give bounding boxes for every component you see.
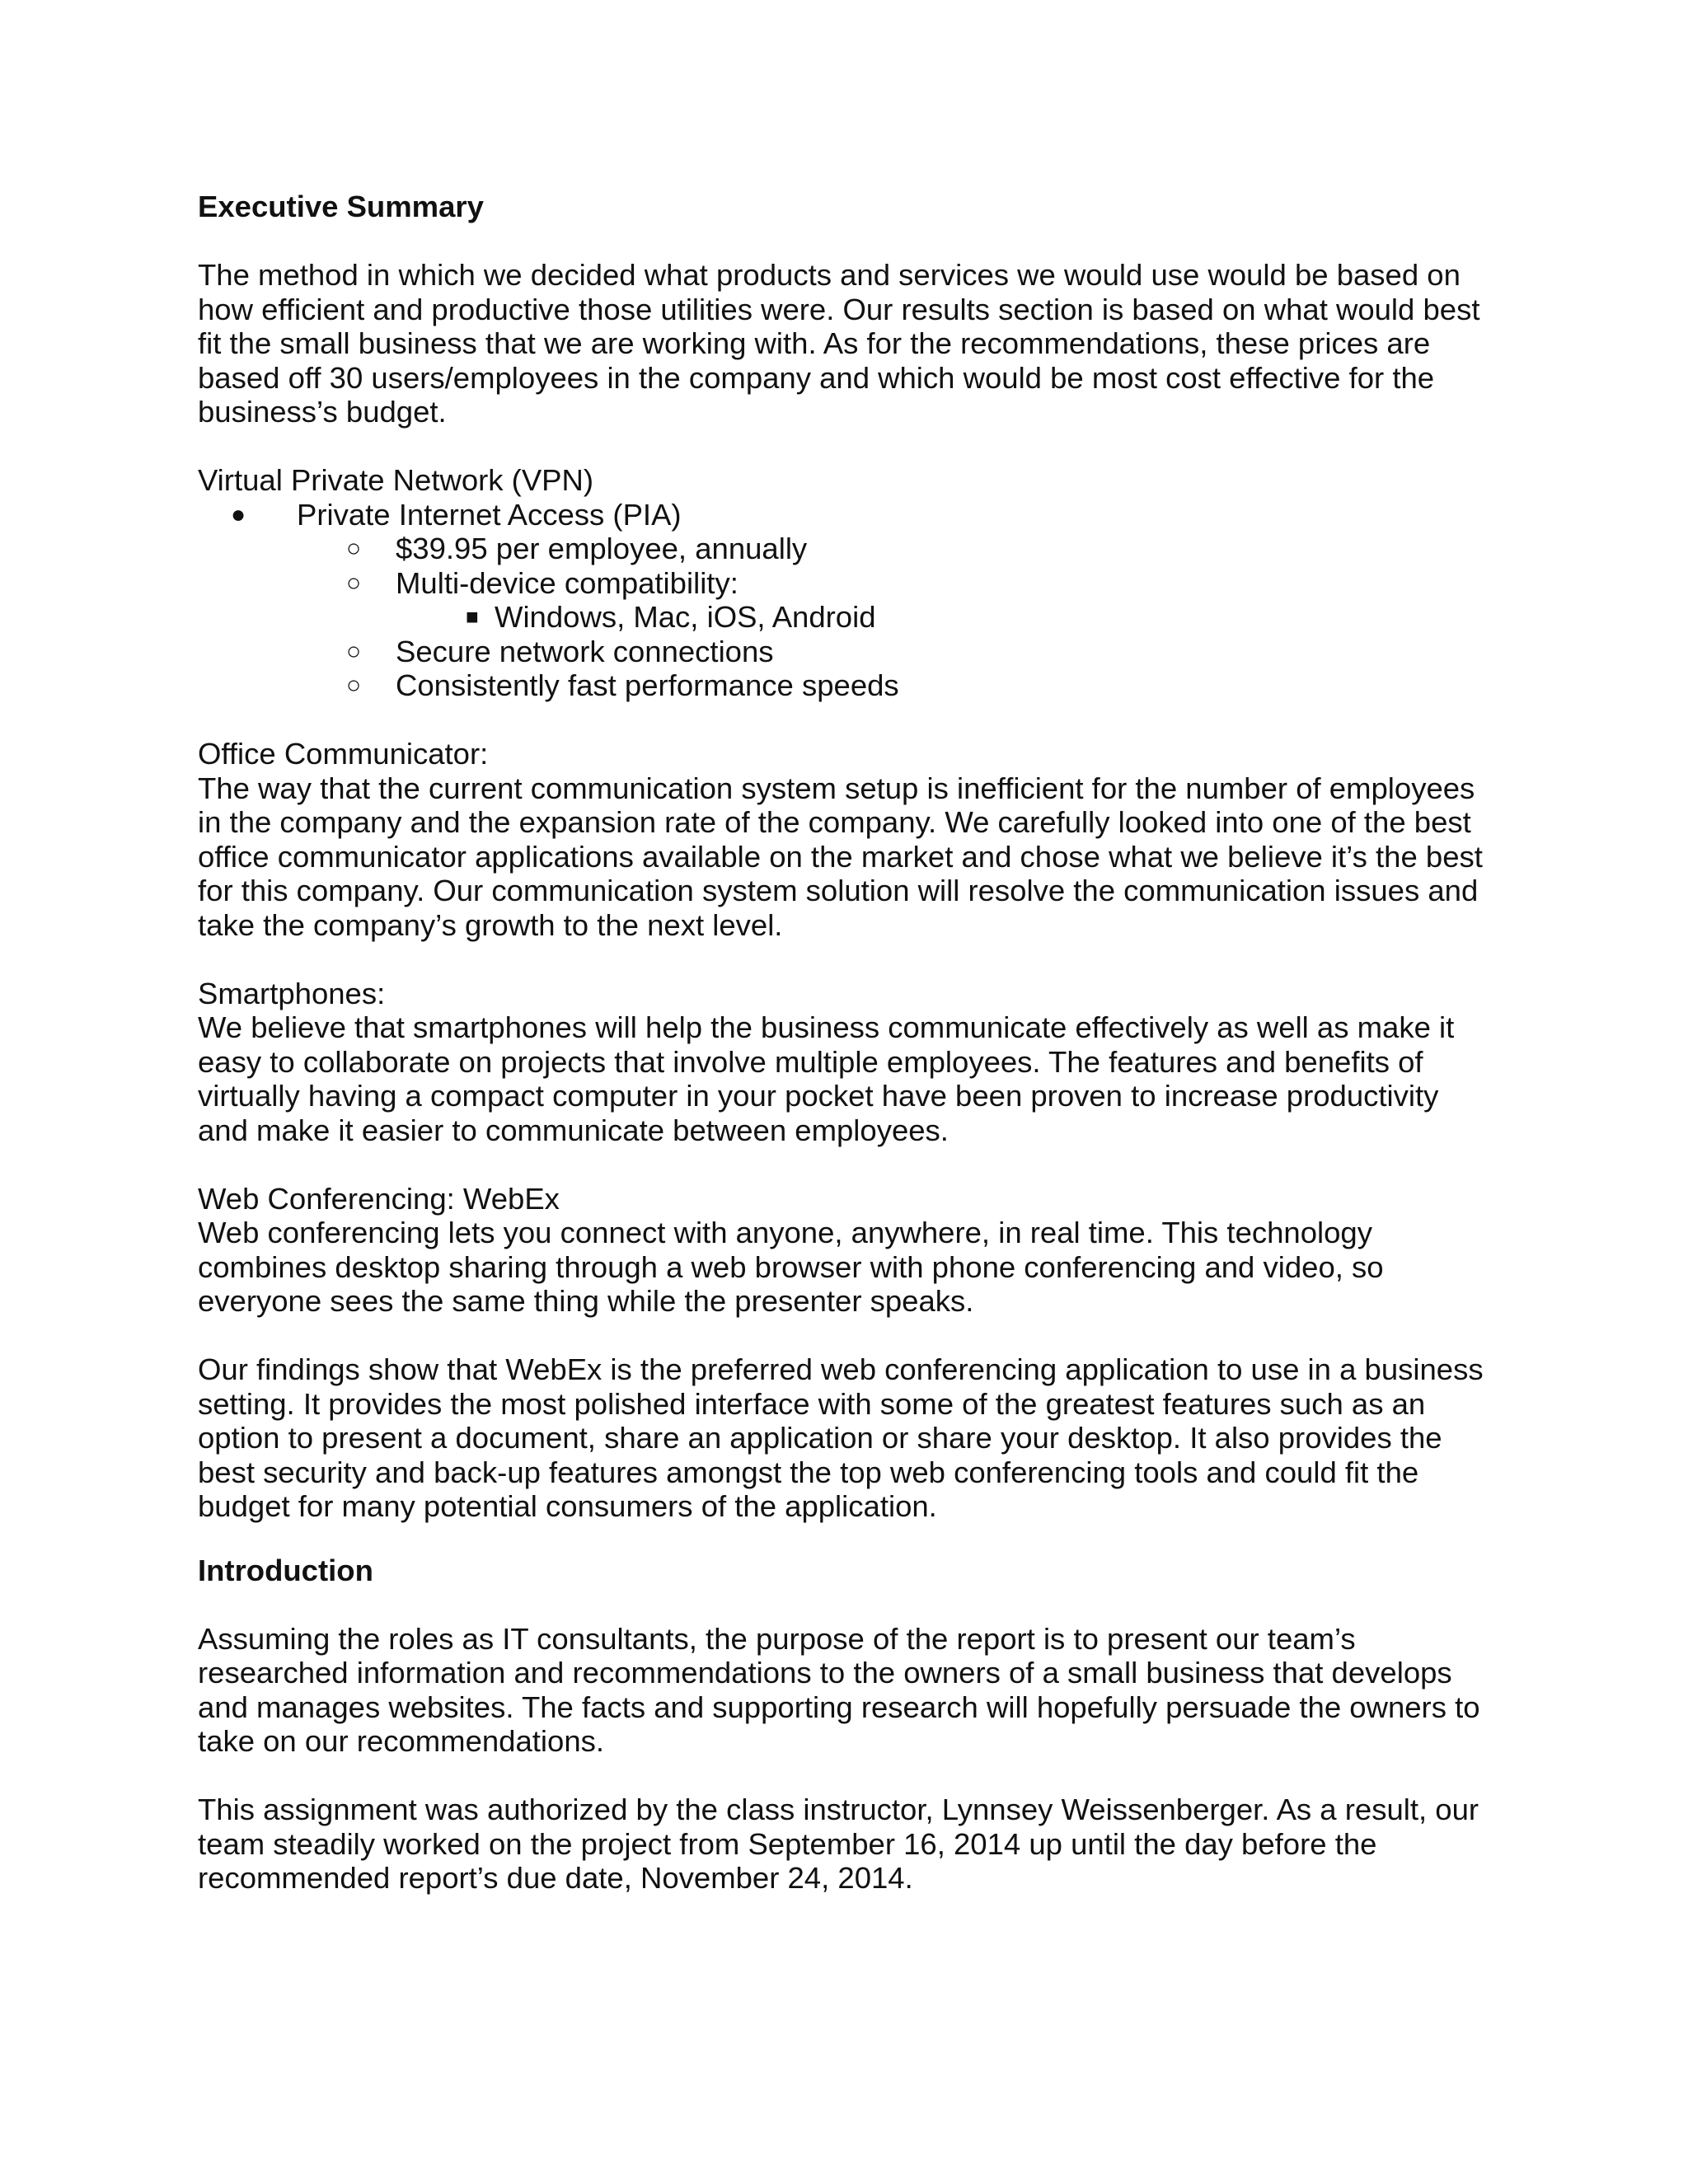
web-conferencing-findings: Our findings show that WebEx is the preferred web conferencing application to use in a business setting. It provides the most polished interface with some of the greatest features such as an option to present a document, share an application or share your desktop. It also provides the best security and back-up features amongst the top web conferencing tools and could fit the budget for many potential consumers of the application. bbox=[198, 1352, 1484, 1523]
list-item bbox=[198, 600, 1492, 635]
vpn-provider: Private Internet Access (PIA) bbox=[297, 497, 682, 532]
executive-summary-paragraph: The method in which we decided what products and services we would use would be based on how efficient and productive those utilities were. Our results section is based on what would best fit the small business that we are working with. As for the recommendations, these prices are based off 30 users/employees in the company and which would be most cost effective for the business’s budget. bbox=[198, 258, 1480, 429]
web-conferencing-title: Web Conferencing: WebEx bbox=[198, 1181, 560, 1216]
list-item bbox=[198, 566, 1492, 601]
introduction-heading: Introduction bbox=[198, 1553, 373, 1587]
vpn-price: $39.95 per employee, annually bbox=[396, 532, 808, 565]
introduction-purpose: Assuming the roles as IT consultants, the purpose of the report is to present our team’s researched information and recommendations to the owners of a small business that develops and manages websites. The facts and supporting research will hopefully persuade the owners to take on our recommendations. bbox=[198, 1621, 1480, 1758]
square-bullet-icon: ■ bbox=[466, 604, 479, 629]
web-conferencing-paragraph: Web conferencing lets you connect with anyone, anywhere, in real time. This technology combines desktop sharing through a web browser with phone conferencing and video, so everyone sees the same thing while the presenter speaks. bbox=[198, 1216, 1384, 1318]
list-item bbox=[198, 532, 1492, 566]
circle-bullet-icon: ○ bbox=[346, 672, 362, 699]
smartphones-title: Smartphones: bbox=[198, 976, 386, 1010]
list-item bbox=[198, 498, 1492, 532]
vpn-compatibility: Multi-device compatibility: bbox=[396, 565, 738, 600]
vpn-platforms: Windows, Mac, iOS, Android bbox=[495, 600, 876, 634]
smartphones-paragraph: We believe that smartphones will help the business communicate effectively as well as make it easy to collaborate on projects that involve multiple employees. The features and benefits of virtually having a compact computer in your pocket have been proven to increase productivity and make it easier to communicate between employees. bbox=[198, 1010, 1455, 1147]
vpn-secure: Secure network connections bbox=[396, 634, 774, 668]
executive-summary-heading: Executive Summary bbox=[198, 190, 484, 223]
vpn-section-title: Virtual Private Network (VPN) bbox=[198, 463, 594, 497]
vpn-list bbox=[198, 498, 1492, 703]
circle-bullet-icon: ○ bbox=[346, 637, 362, 665]
office-communicator-paragraph: The way that the current communication system setup is inefficient for the number of employees in the company and the expansion rate of the company. We carefully looked into one of the best office communicator applications available on the market and chose what we believe it’s the best for this company. Our communication system solution will resolve the communication issues and take the company’s growth to the next level. bbox=[198, 771, 1483, 942]
circle-bullet-icon: ○ bbox=[346, 535, 362, 562]
list-item bbox=[198, 668, 1492, 703]
introduction-authorization: This assignment was authorized by the class instructor, Lynnsey Weissenberger. As a result, our team steadily worked on the project from September 16, 2014 up until the day before the recommended report’s due date, November 24, 2014. bbox=[198, 1793, 1479, 1895]
bullet-icon: ● bbox=[231, 500, 246, 528]
circle-bullet-icon: ○ bbox=[346, 569, 362, 597]
vpn-speed: Consistently fast performance speeds bbox=[396, 668, 899, 702]
list-item bbox=[198, 635, 1492, 669]
office-communicator-title: Office Communicator: bbox=[198, 737, 489, 771]
document-body bbox=[198, 190, 1492, 1896]
